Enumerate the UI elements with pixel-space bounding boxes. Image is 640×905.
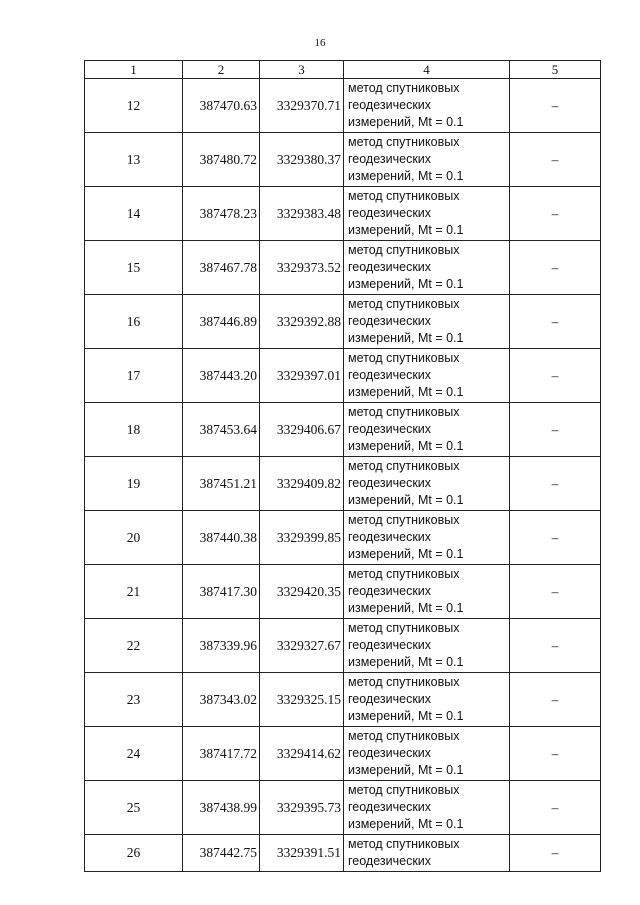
method-line: метод спутниковых [348,189,460,203]
method-line: геодезических [348,152,432,166]
column-header-3: 3 [260,61,344,79]
page-number: 16 [314,37,326,49]
x-coordinate: 387470.63 [183,79,260,133]
table-row [85,835,601,872]
column-header-2: 2 [183,61,260,79]
y-coordinate: 3329420.35 [260,565,344,619]
method-line: метод спутниковых [348,621,460,635]
method-line: геодезических [348,98,432,112]
x-coordinate: 387443.20 [183,349,260,403]
method-description [344,79,510,133]
method-line: геодезических [348,746,432,760]
point-number: 15 [85,241,183,295]
method-description [344,349,510,403]
method-line: метод спутниковых [348,513,460,527]
point-number: 23 [85,673,183,727]
method-line: измерений, Mt = 0.1 [348,385,464,399]
table-row [85,403,601,457]
table-row [85,295,601,349]
y-coordinate: 3329325.15 [260,673,344,727]
x-coordinate: 387478.23 [183,187,260,241]
y-coordinate: 3329414.62 [260,727,344,781]
x-coordinate: 387343.02 [183,673,260,727]
note-dash: – [510,133,601,187]
point-number: 18 [85,403,183,457]
method-line: метод спутниковых [348,81,460,95]
y-coordinate: 3329383.48 [260,187,344,241]
note-dash: – [510,781,601,835]
y-coordinate: 3329373.52 [260,241,344,295]
y-coordinate: 3329370.71 [260,79,344,133]
method-description [344,565,510,619]
method-line: геодезических [348,368,432,382]
point-number: 16 [85,295,183,349]
method-line: измерений, Mt = 0.1 [348,439,464,453]
method-line: геодезических [348,854,432,868]
method-line: измерений, Mt = 0.1 [348,763,464,777]
y-coordinate: 3329392.88 [260,295,344,349]
note-dash: – [510,79,601,133]
table-row [85,79,601,133]
table-row [85,619,601,673]
x-coordinate: 387442.75 [183,835,260,872]
y-coordinate: 3329406.67 [260,403,344,457]
x-coordinate: 387417.30 [183,565,260,619]
method-description [344,781,510,835]
note-dash: – [510,457,601,511]
point-number: 17 [85,349,183,403]
table-row [85,187,601,241]
column-header-4: 4 [344,61,510,79]
note-dash: – [510,241,601,295]
note-dash: – [510,187,601,241]
note-dash: – [510,727,601,781]
method-line: метод спутниковых [348,459,460,473]
note-dash: – [510,673,601,727]
x-coordinate: 387446.89 [183,295,260,349]
method-line: метод спутниковых [348,675,460,689]
column-header-1: 1 [85,61,183,79]
method-line: геодезических [348,800,432,814]
point-number: 12 [85,79,183,133]
method-line: метод спутниковых [348,351,460,365]
x-coordinate: 387440.38 [183,511,260,565]
x-coordinate: 387451.21 [183,457,260,511]
x-coordinate: 387417.72 [183,727,260,781]
y-coordinate: 3329395.73 [260,781,344,835]
table-row [85,133,601,187]
method-line: измерений, Mt = 0.1 [348,493,464,507]
note-dash: – [510,403,601,457]
method-line: метод спутниковых [348,243,460,257]
x-coordinate: 387467.78 [183,241,260,295]
table-row [85,241,601,295]
point-number: 21 [85,565,183,619]
table-row [85,727,601,781]
y-coordinate: 3329391.51 [260,835,344,872]
method-line: измерений, Mt = 0.1 [348,331,464,345]
table-row [85,349,601,403]
method-line: измерений, Mt = 0.1 [348,277,464,291]
table-row [85,457,601,511]
method-description [344,619,510,673]
method-description [344,673,510,727]
method-line: метод спутниковых [348,729,460,743]
method-line: метод спутниковых [348,837,460,851]
note-dash: – [510,835,601,872]
method-description [344,457,510,511]
method-line: геодезических [348,530,432,544]
x-coordinate: 387480.72 [183,133,260,187]
method-line: измерений, Mt = 0.1 [348,115,464,129]
method-line: метод спутниковых [348,297,460,311]
header-row [85,61,601,79]
note-dash: – [510,511,601,565]
note-dash: – [510,295,601,349]
method-line: геодезических [348,314,432,328]
method-description [344,403,510,457]
method-line: геодезических [348,206,432,220]
method-line: геодезических [348,476,432,490]
method-description [344,295,510,349]
method-line: измерений, Mt = 0.1 [348,601,464,615]
method-line: измерений, Mt = 0.1 [348,655,464,669]
point-number: 25 [85,781,183,835]
note-dash: – [510,565,601,619]
method-line: геодезических [348,422,432,436]
method-line: геодезических [348,260,432,274]
point-number: 22 [85,619,183,673]
point-number: 26 [85,835,183,872]
y-coordinate: 3329397.01 [260,349,344,403]
table-row [85,511,601,565]
point-number: 13 [85,133,183,187]
method-line: измерений, Mt = 0.1 [348,223,464,237]
coordinates-table [84,60,601,872]
y-coordinate: 3329327.67 [260,619,344,673]
point-number: 24 [85,727,183,781]
method-description [344,241,510,295]
method-line: метод спутниковых [348,567,460,581]
y-coordinate: 3329399.85 [260,511,344,565]
method-description [344,727,510,781]
method-line: метод спутниковых [348,783,460,797]
method-description [344,187,510,241]
method-line: измерений, Mt = 0.1 [348,169,464,183]
method-description [344,133,510,187]
x-coordinate: 387438.99 [183,781,260,835]
method-line: геодезических [348,638,432,652]
method-line: метод спутниковых [348,405,460,419]
column-header-5: 5 [510,61,601,79]
point-number: 20 [85,511,183,565]
table-row [85,781,601,835]
note-dash: – [510,349,601,403]
method-line: измерений, Mt = 0.1 [348,547,464,561]
point-number: 19 [85,457,183,511]
x-coordinate: 387339.96 [183,619,260,673]
method-description [344,835,510,872]
method-line: геодезических [348,584,432,598]
table-row [85,565,601,619]
method-line: измерений, Mt = 0.1 [348,709,464,723]
note-dash: – [510,619,601,673]
method-line: геодезических [348,692,432,706]
method-description [344,511,510,565]
y-coordinate: 3329409.82 [260,457,344,511]
x-coordinate: 387453.64 [183,403,260,457]
y-coordinate: 3329380.37 [260,133,344,187]
point-number: 14 [85,187,183,241]
method-line: метод спутниковых [348,135,460,149]
table-row [85,673,601,727]
method-line: измерений, Mt = 0.1 [348,817,464,831]
